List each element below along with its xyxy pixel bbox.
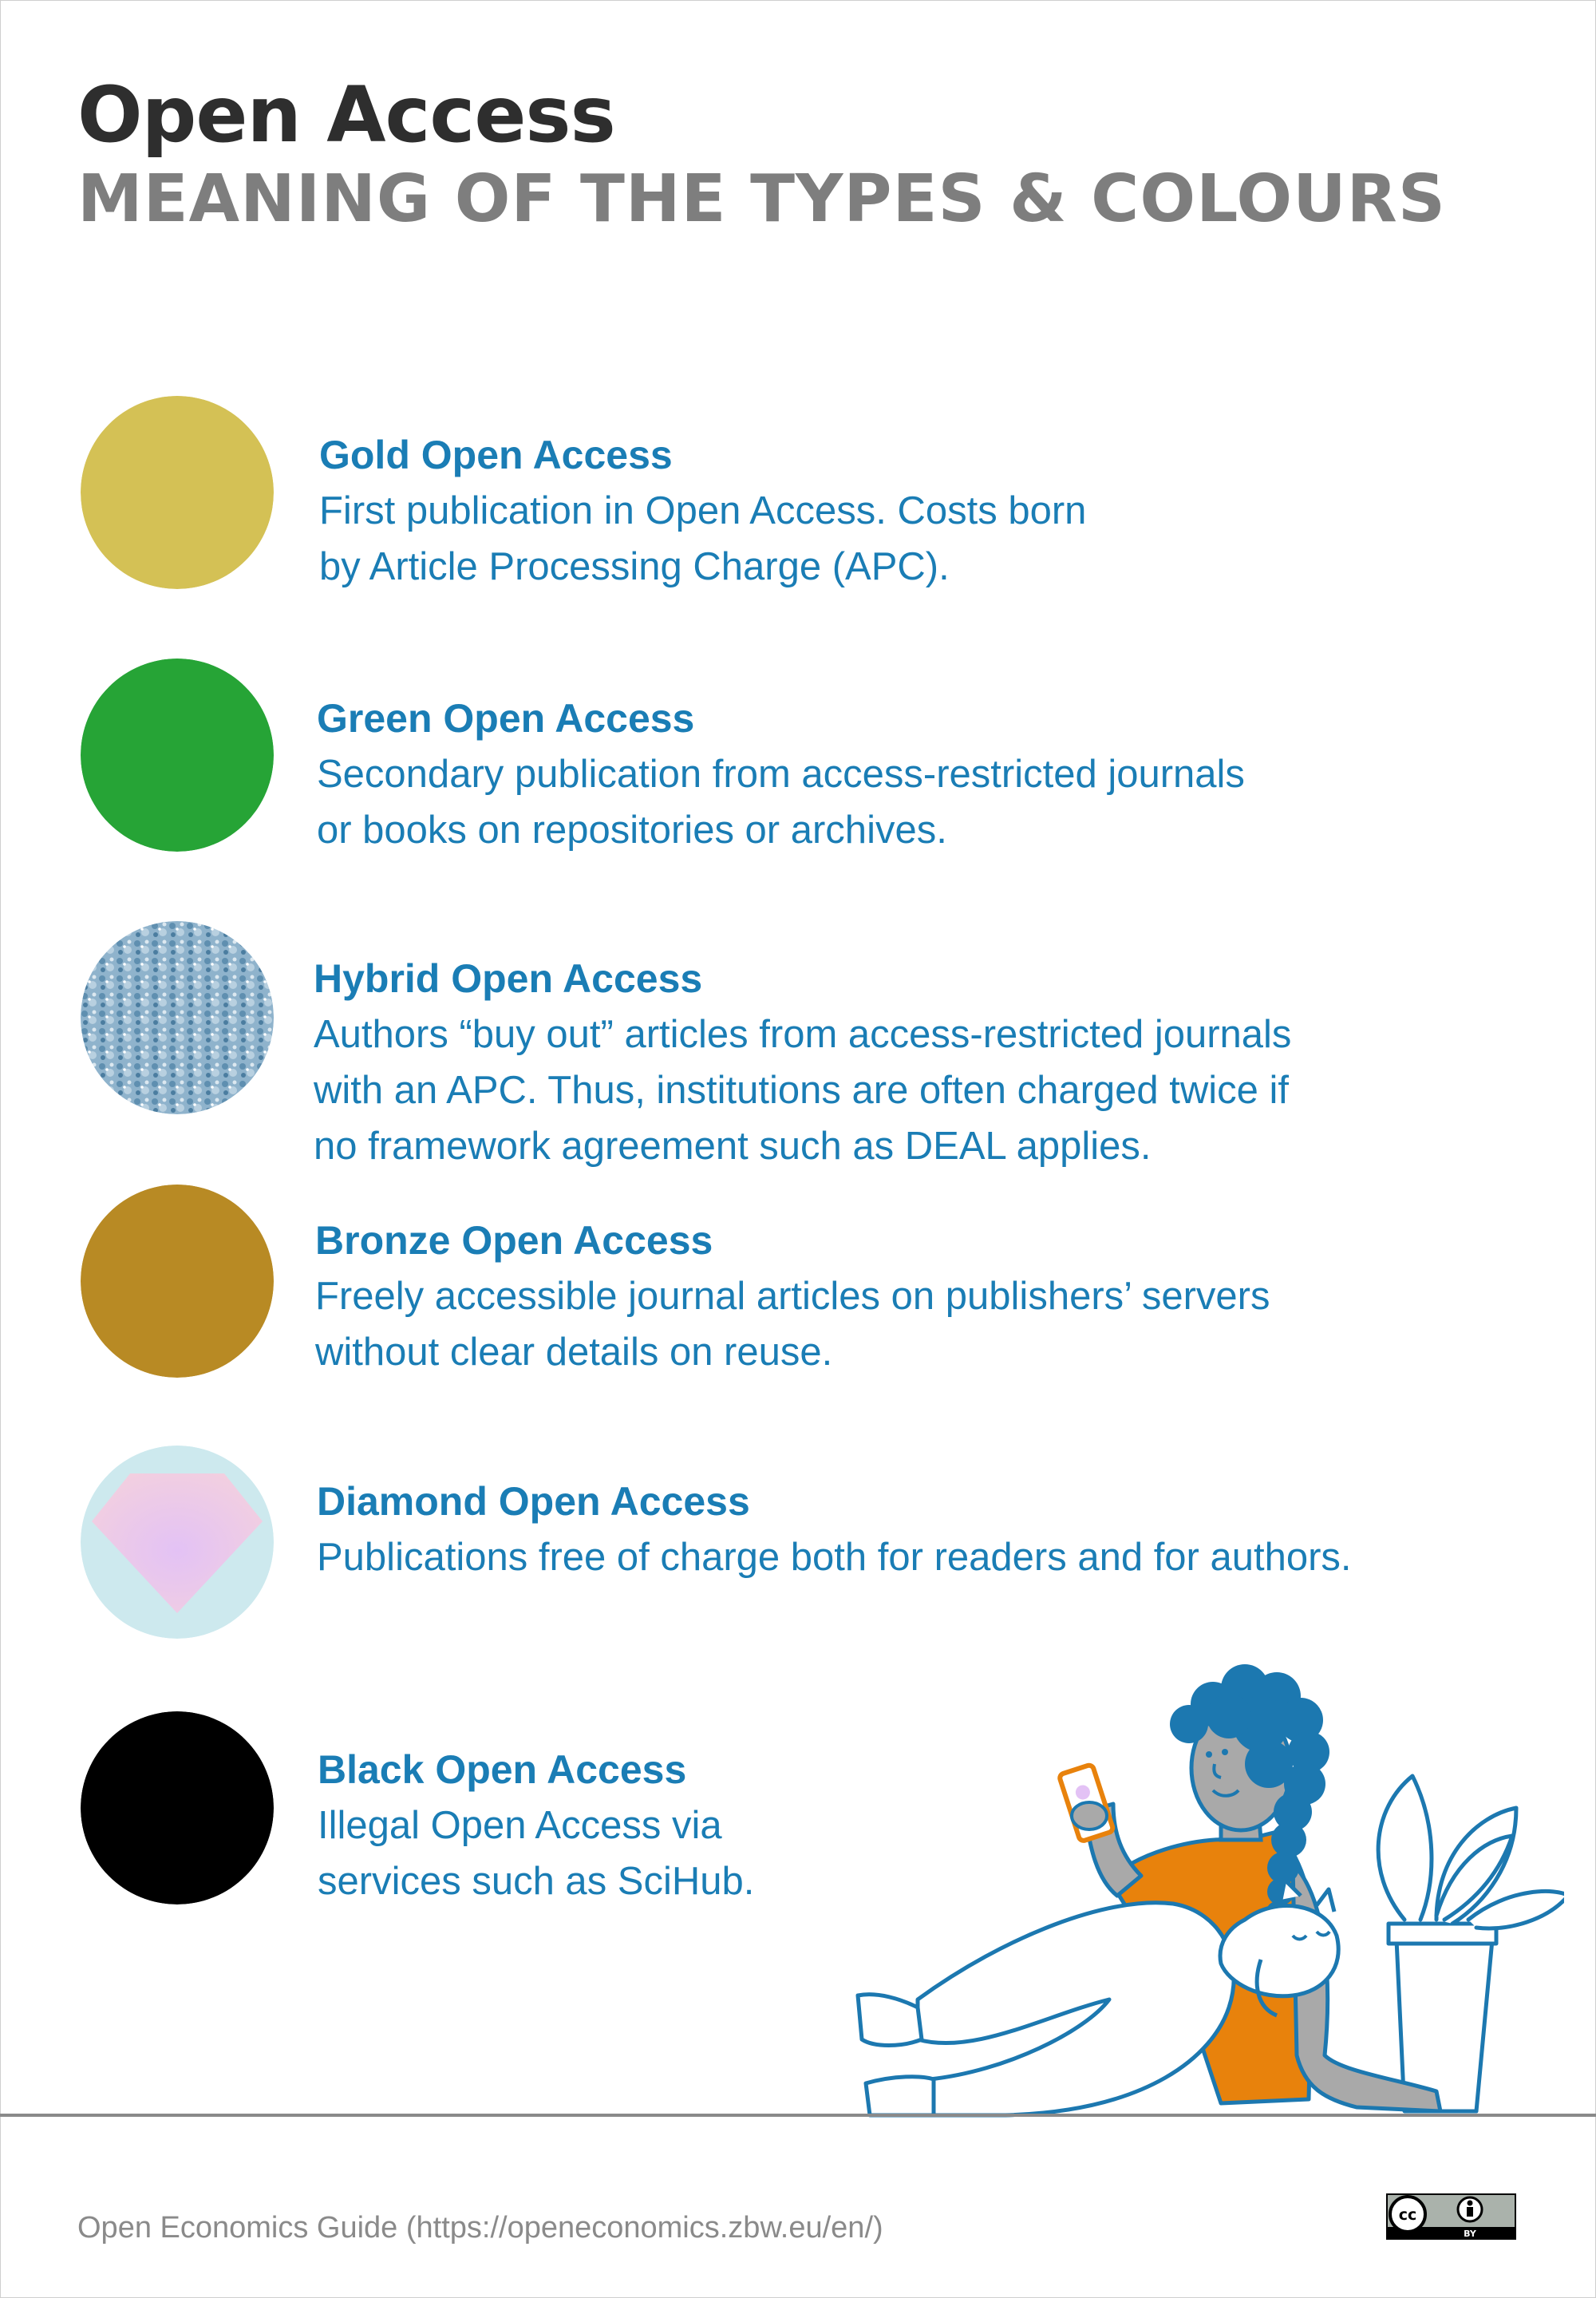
hybrid-circle: [81, 921, 274, 1114]
hybrid-open-access-item: [314, 951, 1291, 1174]
gold-circle: [81, 396, 274, 589]
diamond-open-access-heading: Diamond Open Access: [317, 1479, 750, 1524]
ground-line: [0, 2114, 1596, 2117]
diamond-open-access-description: Publications free of charge both for readers and for authors.: [317, 1536, 1352, 1579]
bronze-open-access-item: [315, 1212, 1270, 1380]
woman-with-cat-illustration: [846, 1656, 1564, 2119]
license-label: BY: [1464, 2229, 1476, 2239]
page-subtitle: MEANING OF THE TYPES & COLOURS: [77, 161, 1446, 237]
green-open-access-heading: Green Open Access: [317, 696, 695, 741]
black-open-access-item: [318, 1742, 754, 1909]
green-circle: [81, 659, 274, 852]
green-open-access-item: [317, 690, 1245, 858]
black-open-access-heading: Black Open Access: [318, 1747, 687, 1792]
hybrid-open-access-description: Authors “buy out” articles from access-restricted journals with an APC. Thus, institutions are often charged twice if no framework agreement such as DEAL applies.: [314, 1013, 1292, 1168]
gold-open-access-heading: Gold Open Access: [319, 433, 673, 477]
cc-by-license-badge: [1386, 2193, 1516, 2240]
black-open-access-description: Illegal Open Access via services such as SciHub.: [318, 1804, 755, 1903]
svg-text:cc: cc: [1398, 2206, 1417, 2224]
hybrid-open-access-heading: Hybrid Open Access: [314, 956, 703, 1001]
gold-open-access-description: First publication in Open Access. Costs born by Article Processing Charge (APC).: [319, 489, 1087, 588]
bronze-open-access-heading: Bronze Open Access: [315, 1218, 713, 1263]
diamond-circle: [81, 1446, 274, 1639]
bronze-open-access-description: Freely accessible journal articles on publishers’ servers without clear details on reuse.: [315, 1275, 1270, 1374]
diamond-open-access-item: [317, 1473, 1352, 1585]
black-circle: [81, 1711, 274, 1904]
page-title: Open Access: [77, 70, 615, 160]
green-open-access-description: Secondary publication from access-restricted journals or books on repositories or archives.: [317, 753, 1245, 852]
bronze-circle: [81, 1185, 274, 1378]
gold-open-access-item: [319, 427, 1086, 595]
footer-source: Open Economics Guide (https://openeconomics.zbw.eu/en/): [77, 2211, 883, 2245]
